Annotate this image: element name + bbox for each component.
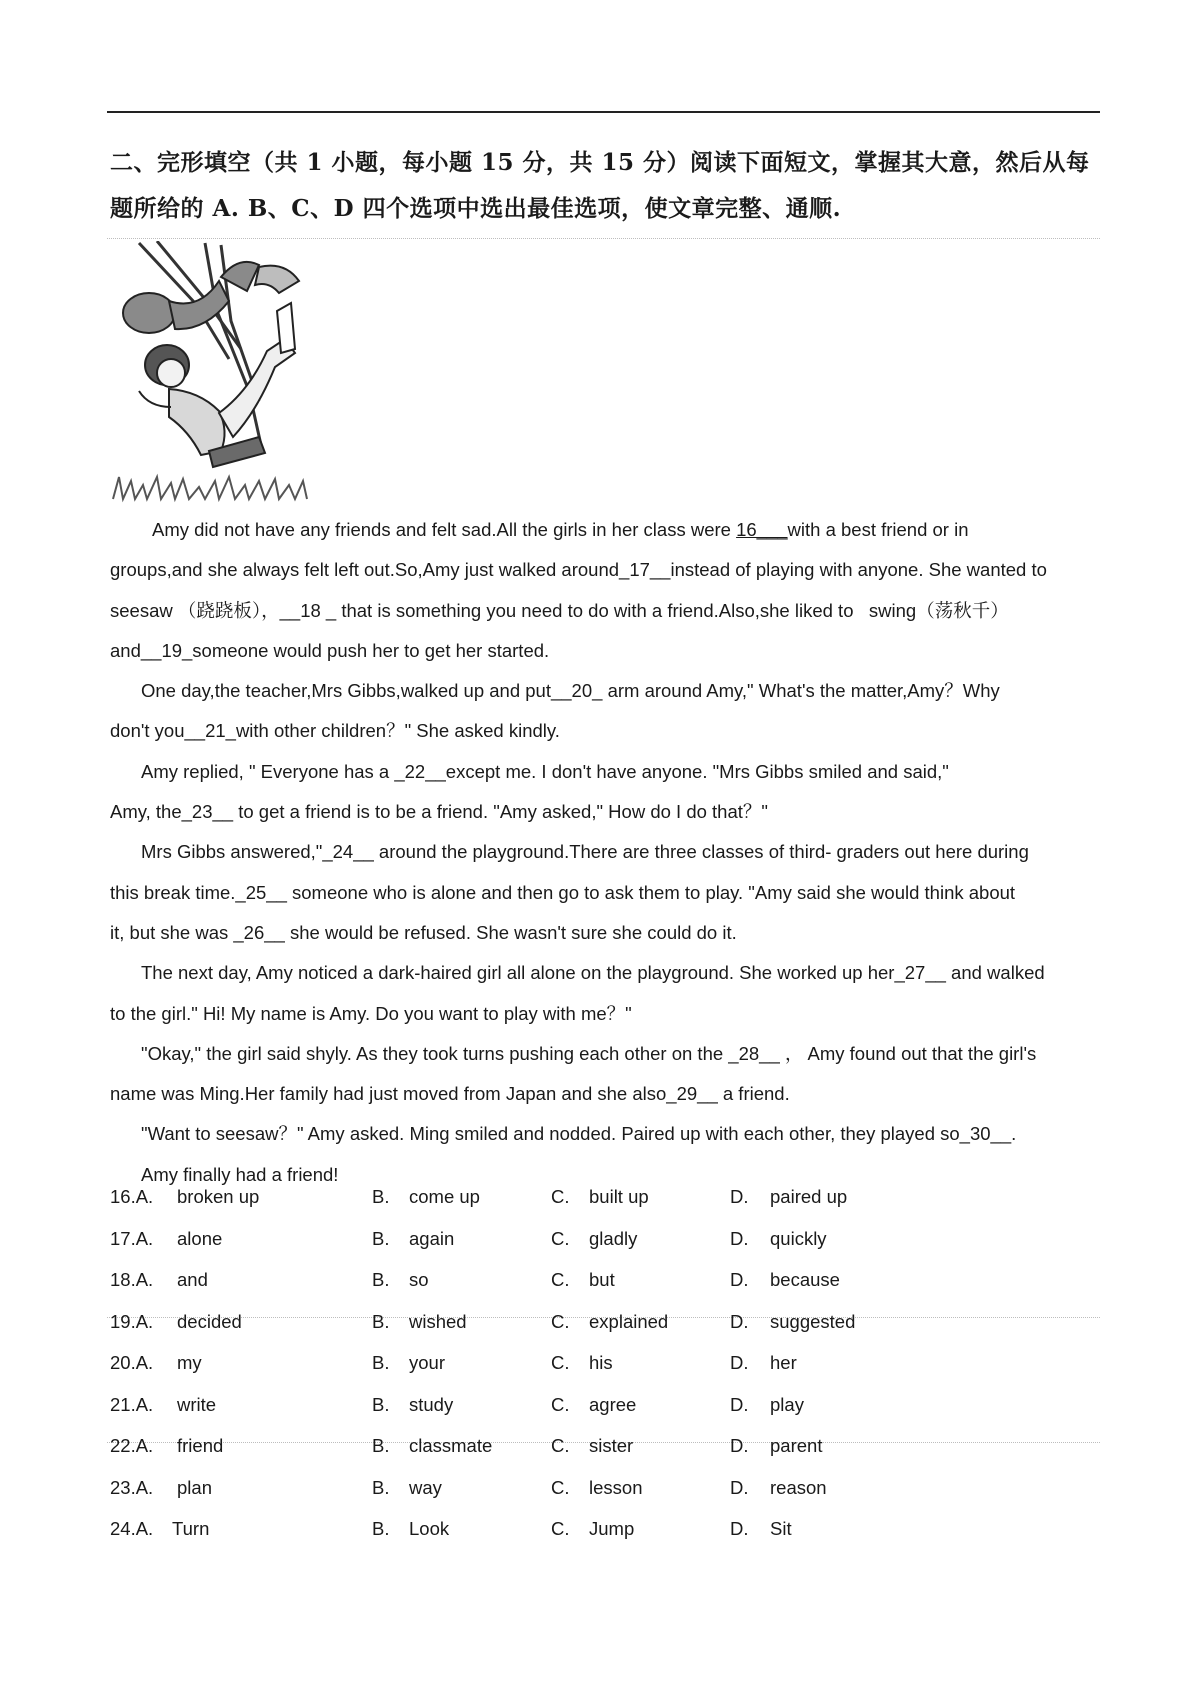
option-b-letter: B. [372,1186,390,1207]
question-number: 19.A. [110,1310,154,1332]
passage-line-9: Mrs Gibbs answered,"_24__ around the playground.There are three classes of third- graders out here during [141,841,1029,863]
option-b: wished [409,1310,467,1332]
option-d-letter: D. [730,1269,749,1290]
passage-line-15: name was Ming.Her family had just moved from Japan and she also_29__ a friend. [110,1083,790,1105]
option-b-letter: B. [372,1393,390,1415]
section-heading [110,140,1100,232]
question-row [110,1435,1102,1477]
option-d: parent [770,1435,823,1456]
swing-illustration [109,241,309,503]
question-row [110,1518,1102,1560]
option-c: Jump [589,1518,635,1539]
option-b: classmate [409,1435,493,1456]
option-d-letter: D. [730,1227,749,1249]
option-a: friend [177,1435,224,1456]
option-d: paired up [770,1186,848,1207]
passage-line-6: don't you__21_with other children？" She asked kindly. [110,720,560,742]
option-a: decided [177,1310,242,1332]
option-d-letter: D. [730,1352,749,1373]
option-c: gladly [589,1227,638,1249]
passage-line-1 [110,510,1102,550]
option-c-letter: C. [551,1476,570,1498]
passage-line-1-end: with a best friend or in [787,519,969,540]
option-d: suggested [770,1310,856,1332]
option-b: way [409,1476,442,1498]
passage-text [110,510,1102,1195]
option-a: plan [177,1476,212,1498]
option-c-letter: C. [551,1393,570,1415]
option-d: quickly [770,1227,827,1249]
question-row [110,1352,1102,1394]
passage-line-2: groups,and she always felt left out.So,Amy just walked around_17__instead of playing with anyone. She wanted to [110,559,1047,581]
passage-line-3: seesaw （跷跷板），__18 _ that is something you need to do with a friend.Also,she liked to swing（荡秋千） [110,599,1009,621]
question-number: 16.A. [110,1186,154,1207]
question-row [110,1311,1102,1353]
option-d-letter: D. [730,1186,749,1207]
option-c: lesson [589,1476,643,1498]
option-b-letter: B. [372,1435,390,1456]
question-row [110,1394,1102,1436]
option-d: because [770,1269,840,1290]
option-b-letter: B. [372,1476,390,1498]
option-c-letter: C. [551,1186,570,1207]
option-a: my [177,1352,202,1373]
option-b: come up [409,1186,480,1207]
option-d: Sit [770,1518,792,1539]
option-c-letter: C. [551,1435,570,1456]
option-c: explained [589,1310,669,1332]
passage-line-16: "Want to seesaw？" Amy asked. Ming smiled and nodded. Paired up with each other, they played so_30__. [141,1123,1017,1145]
heading-line-1: 二、完形填空（共 1 小题，每小题 15 分，共 15 分）阅读下面短文，掌握其大意，然后从每 [110,149,1090,176]
option-c: built up [589,1186,649,1207]
option-c: his [589,1352,613,1373]
option-d-letter: D. [730,1435,749,1456]
option-a: and [177,1269,208,1290]
question-number: 17.A. [110,1227,154,1249]
top-divider [107,111,1100,113]
option-c: sister [589,1435,634,1456]
option-b: so [409,1269,429,1290]
option-a: Turn [172,1518,210,1539]
question-row [110,1269,1102,1311]
option-d-letter: D. [730,1518,749,1539]
question-row [110,1186,1102,1228]
passage-line-5: One day,the teacher,Mrs Gibbs,walked up and put__20_ arm around Amy," What's the matter,Amy？Why [141,680,1000,702]
question-number: 23.A. [110,1476,154,1498]
option-c-letter: C. [551,1227,570,1249]
option-b-letter: B. [372,1269,390,1290]
option-c: agree [589,1393,637,1415]
option-b-letter: B. [372,1352,390,1373]
heading-line-2: 题所给的 A. B、C、D 四个选项中选出最佳选项，使文章完整、通顺. [110,195,842,222]
option-b: study [409,1393,454,1415]
option-c-letter: C. [551,1310,570,1332]
passage-line-11: it, but she was _26__ she would be refused. She wasn't sure she could do it. [110,921,737,943]
question-number: 21.A. [110,1393,154,1415]
question-number: 22.A. [110,1435,154,1456]
option-d-letter: D. [730,1476,749,1498]
option-a: write [177,1393,217,1415]
passage-line-7: Amy replied, " Everyone has a _22__except me. I don't have anyone. "Mrs Gibbs smiled and said," [141,760,949,782]
option-b: your [409,1352,445,1373]
passage-line-14: "Okay," the girl said shyly. As they took turns pushing each other on the _28__ ， Amy found out that the girl's [141,1042,1037,1064]
dotted-divider [107,238,1100,239]
option-c-letter: C. [551,1269,570,1290]
answer-options [110,1186,1102,1560]
option-c: but [589,1269,615,1290]
option-d: play [770,1393,804,1415]
option-d: reason [770,1476,827,1498]
option-c-letter: C. [551,1518,570,1539]
option-a: alone [177,1227,223,1249]
option-b-letter: B. [372,1310,390,1332]
blank-16: 16___ [736,519,788,540]
option-d-letter: D. [730,1310,749,1332]
option-d-letter: D. [730,1393,749,1415]
passage-line-10: this break time._25__ someone who is alone and then go to ask them to play. "Amy said she would think about [110,881,1016,903]
option-c-letter: C. [551,1352,570,1373]
passage-line-1-start: Amy did not have any friends and felt sad.All the girls in her class were [152,519,737,540]
option-b-letter: B. [372,1227,390,1249]
passage-line-17: Amy finally had a friend! [141,1163,339,1185]
passage-line-8: Amy, the_23__ to get a friend is to be a friend. "Amy asked," How do I do that？" [110,801,768,823]
question-number: 24.A. [110,1518,154,1539]
question-number: 18.A. [110,1269,154,1290]
question-number: 20.A. [110,1352,154,1373]
option-b: Look [409,1518,450,1539]
passage-line-4: and__19_someone would push her to get her started. [110,639,550,661]
option-d: her [770,1352,797,1373]
passage-line-12: The next day, Amy noticed a dark-haired girl all alone on the playground. She worked up her_27__ and walked [141,962,1045,984]
option-a: broken up [177,1186,260,1207]
passage-line-13: to the girl." Hi! My name is Amy. Do you want to play with me？" [110,1002,632,1024]
option-b: again [409,1227,455,1249]
question-row [110,1228,1102,1270]
option-b-letter: B. [372,1518,390,1539]
question-row [110,1477,1102,1519]
